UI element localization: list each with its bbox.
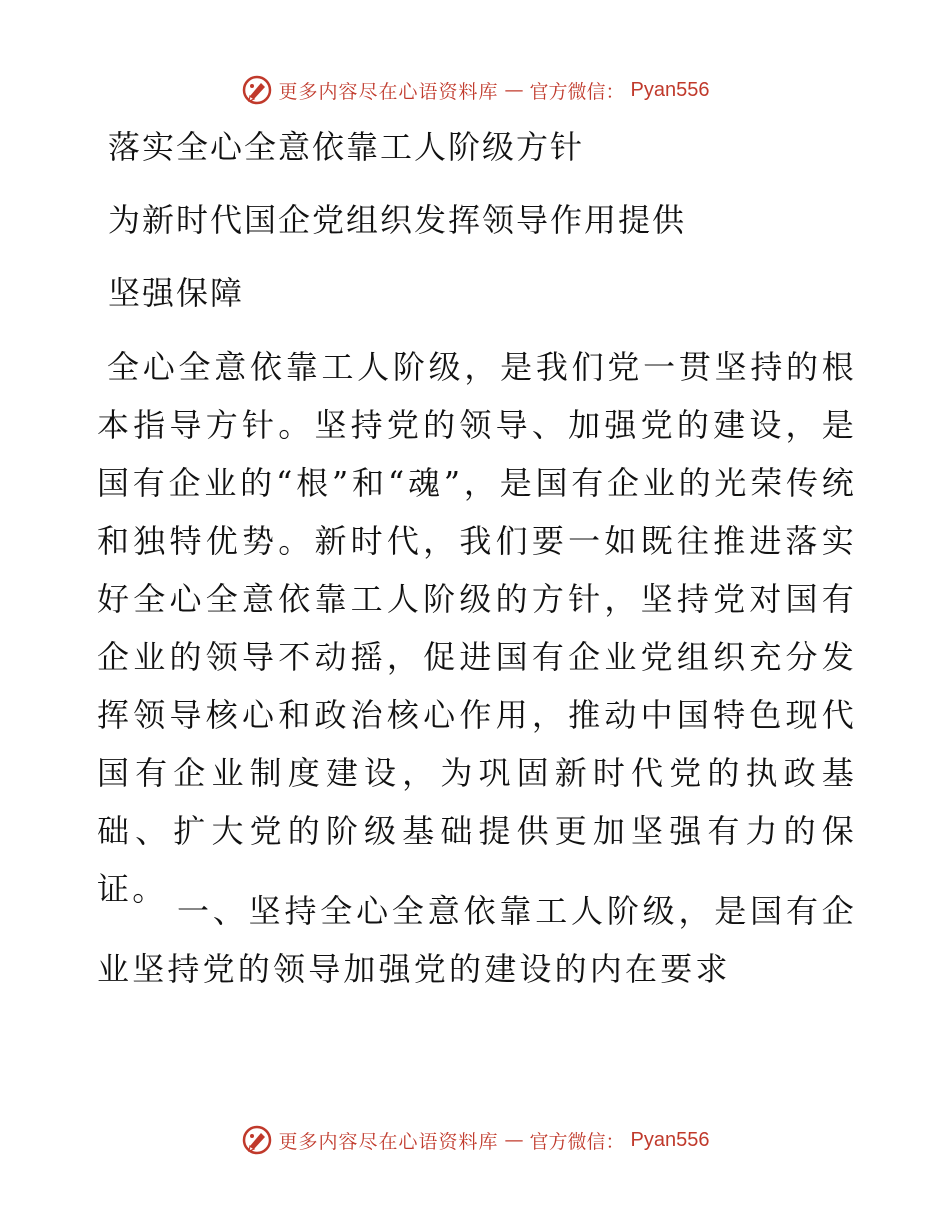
brand-logo-icon bbox=[241, 74, 273, 106]
banner-wechat-label: 官方微信： bbox=[529, 1130, 625, 1153]
header-banner bbox=[0, 70, 950, 110]
document-title-line-3: 坚强保障 bbox=[108, 274, 245, 312]
section-heading-1: 一、坚持全心全意依靠工人阶级，是国有企业坚持党的领导加强党的建设的内在要求 bbox=[97, 892, 857, 988]
banner-separator: — bbox=[504, 79, 524, 101]
banner-separator: — bbox=[504, 1129, 524, 1151]
banner-wechat-id: Pyan556 bbox=[630, 1128, 710, 1151]
banner-wechat-label: 官方微信： bbox=[529, 80, 625, 103]
brand-logo-icon bbox=[241, 1124, 273, 1156]
document-title-line-1: 落实全心全意依靠工人阶级方针 bbox=[108, 128, 585, 166]
banner-slogan: 更多内容尽在心语资料库 bbox=[278, 80, 499, 103]
header-banner-content bbox=[241, 74, 710, 106]
body-paragraph-1: 全心全意依靠工人阶级，是我们党一贯坚持的根本指导方针。坚持党的领导、加强党的建设，是国有企业的“根”和“魂”，是国有企业的光荣传统和独特优势。新时代，我们要一如既往推进落实好全心全意依靠工人阶级的方针，坚持党对国有企业的领导不动摇，促进国有企业党组织充分发挥领导核心和政治核心作用，推动中国特色现代国有企业制度建设，为巩固新时代党的执政基础、扩大党的阶级基础提供更加坚强有力的保证。 bbox=[97, 348, 857, 908]
footer-banner bbox=[0, 1120, 950, 1160]
document-title-line-2: 为新时代国企党组织发挥领导作用提供 bbox=[108, 201, 687, 239]
banner-slogan: 更多内容尽在心语资料库 bbox=[278, 1130, 499, 1153]
banner-wechat-id: Pyan556 bbox=[630, 78, 710, 101]
footer-banner-content bbox=[241, 1124, 710, 1156]
